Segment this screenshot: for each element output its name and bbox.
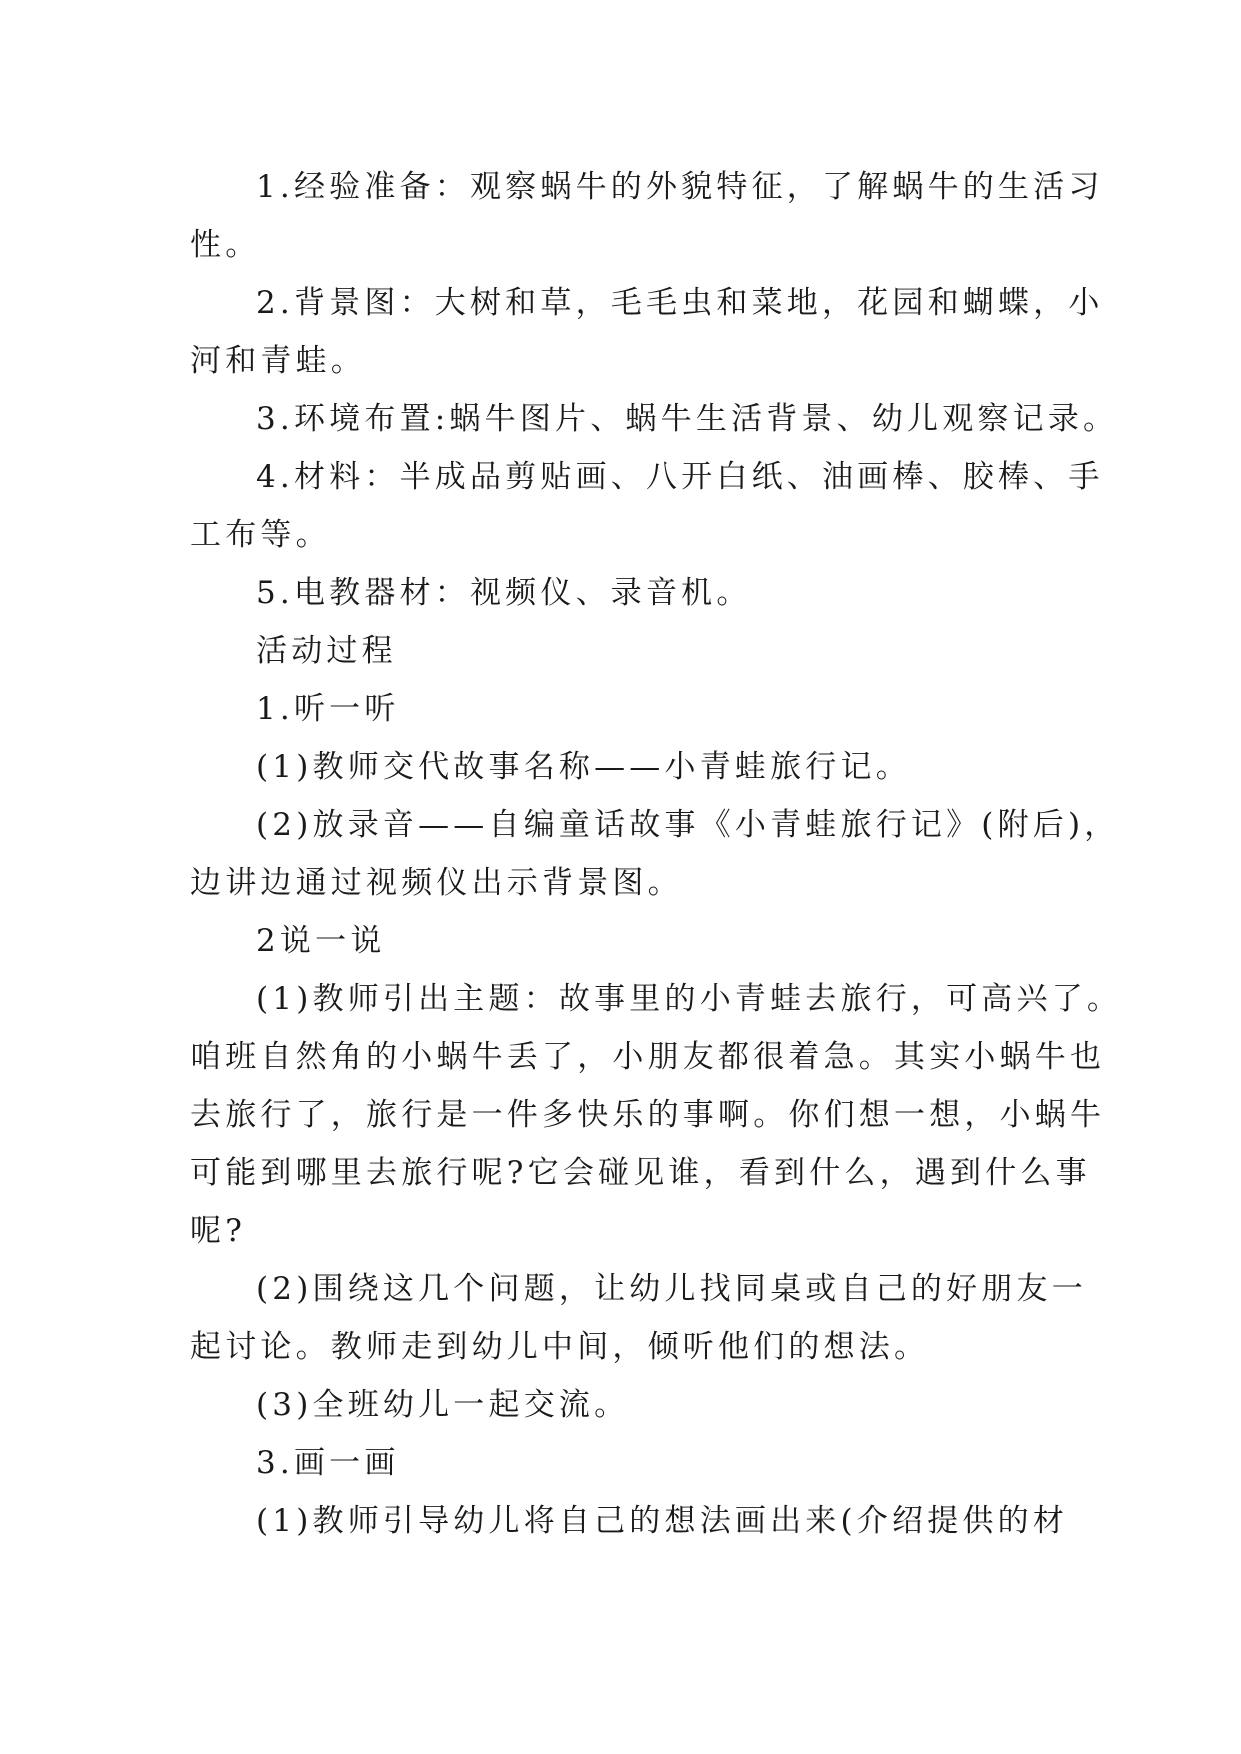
text-line: 河和青蛙。 xyxy=(190,343,366,379)
paragraph-speak-1 xyxy=(190,970,1123,1260)
text-line: (2)围绕这几个问题，让幼儿找同桌或自己的好朋友一 xyxy=(256,1271,1087,1307)
text-line: 5.电教器材：视频仪、录音机。 xyxy=(256,575,752,611)
paragraph-preparation-5 xyxy=(190,564,1070,622)
text-line: 2说一说 xyxy=(256,923,386,959)
step-heading-speak xyxy=(190,912,1070,970)
text-line: 4.材料：半成品剪贴画、八开白纸、油画棒、胶棒、手 xyxy=(256,459,1104,495)
step-heading-draw xyxy=(190,1434,1070,1492)
text-line: 3.画一画 xyxy=(256,1445,400,1481)
text-line: 咱班自然角的小蜗牛丢了，小朋友都很着急。其实小蜗牛也 xyxy=(190,1039,1106,1075)
section-heading-activity-process xyxy=(190,622,1070,680)
text-line: (1)教师交代故事名称——小青蛙旅行记。 xyxy=(256,749,911,785)
text-line: 呢? xyxy=(190,1213,247,1249)
text-line: (1)教师引出主题：故事里的小青蛙去旅行，可高兴了。 xyxy=(256,981,1123,1017)
text-line: (3)全班幼儿一起交流。 xyxy=(256,1387,630,1423)
paragraph-draw-1 xyxy=(190,1492,1070,1550)
paragraph-speak-2 xyxy=(190,1260,1087,1376)
text-line: 工布等。 xyxy=(190,517,331,553)
text-line: 1.听一听 xyxy=(256,691,400,727)
text-line: 边讲边通过视频仪出示背景图。 xyxy=(190,865,683,901)
paragraph-preparation-1 xyxy=(190,158,1104,274)
text-line: 起讨论。教师走到幼儿中间，倾听他们的想法。 xyxy=(190,1329,930,1365)
text-line: 去旅行了，旅行是一件多快乐的事啊。你们想一想，小蜗牛 xyxy=(190,1097,1106,1133)
paragraph-listen-1 xyxy=(190,738,1070,796)
step-heading-listen xyxy=(190,680,1070,738)
paragraph-preparation-3 xyxy=(190,390,1119,448)
text-line: 3.环境布置:蜗牛图片、蜗牛生活背景、幼儿观察记录。 xyxy=(256,401,1119,437)
text-line: 1.经验准备：观察蜗牛的外貌特征，了解蜗牛的生活习 xyxy=(256,169,1104,205)
text-line: 2.背景图：大树和草，毛毛虫和菜地，花园和蝴蝶，小 xyxy=(256,285,1104,321)
text-line: 可能到哪里去旅行呢?它会碰见谁，看到什么，遇到什么事 xyxy=(190,1155,1091,1191)
paragraph-preparation-4 xyxy=(190,448,1104,564)
paragraph-listen-2 xyxy=(190,796,1120,912)
paragraph-speak-3 xyxy=(190,1376,1070,1434)
text-line: (1)教师引导幼儿将自己的想法画出来(介绍提供的材 xyxy=(256,1503,1069,1539)
document-body xyxy=(190,158,1123,1550)
text-line: 性。 xyxy=(190,227,261,263)
text-line: (2)放录音——自编童话故事《小青蛙旅行记》(附后)， xyxy=(256,807,1120,843)
text-line: 活动过程 xyxy=(256,633,397,669)
paragraph-preparation-2 xyxy=(190,274,1104,390)
